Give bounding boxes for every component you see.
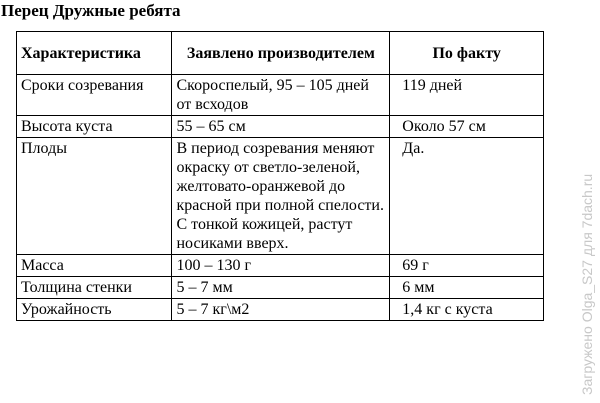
cell-actual: 119 дней — [390, 75, 544, 116]
cell-characteristic: Масса — [17, 255, 172, 277]
table-row — [17, 255, 544, 277]
cell-actual: 6 мм — [390, 277, 544, 299]
comparison-table — [16, 31, 544, 321]
header-actual: По факту — [390, 32, 544, 75]
header-characteristic: Характеристика — [17, 32, 172, 75]
document-title: Перец Дружные ребята — [1, 1, 181, 20]
cell-claimed: 5 – 7 мм — [172, 277, 390, 299]
cell-characteristic: Сроки созревания — [17, 75, 172, 116]
cell-claimed: 55 – 65 см — [172, 116, 390, 138]
cell-claimed: 100 – 130 г — [172, 255, 390, 277]
cell-characteristic: Высота куста — [17, 116, 172, 138]
table-row — [17, 138, 544, 255]
table-row — [17, 116, 544, 138]
cell-characteristic: Плоды — [17, 138, 172, 255]
cell-claimed: В период созревания меняют окраску от светло-зеленой, желтовато-оранжевой до красной при полной спелости. С тонкой кожицей, растут носиками вверх. — [172, 138, 390, 255]
cell-claimed: 5 – 7 кг\м2 — [172, 299, 390, 321]
cell-actual: Да. — [390, 138, 544, 255]
cell-actual: 69 г — [390, 255, 544, 277]
cell-claimed: Скороспелый, 95 – 105 дней от всходов — [172, 75, 390, 116]
table-header-row — [17, 32, 544, 75]
header-claimed: Заявлено производителем — [172, 32, 390, 75]
watermark-text: Загружено Olga_S27 для 7dach.ru — [579, 173, 595, 395]
watermark — [576, 140, 596, 395]
cell-characteristic: Толщина стенки — [17, 277, 172, 299]
table-row — [17, 75, 544, 116]
cell-actual: Около 57 см — [390, 116, 544, 138]
cell-actual: 1,4 кг с куста — [390, 299, 544, 321]
table-row — [17, 299, 544, 321]
table-row — [17, 277, 544, 299]
cell-characteristic: Урожайность — [17, 299, 172, 321]
